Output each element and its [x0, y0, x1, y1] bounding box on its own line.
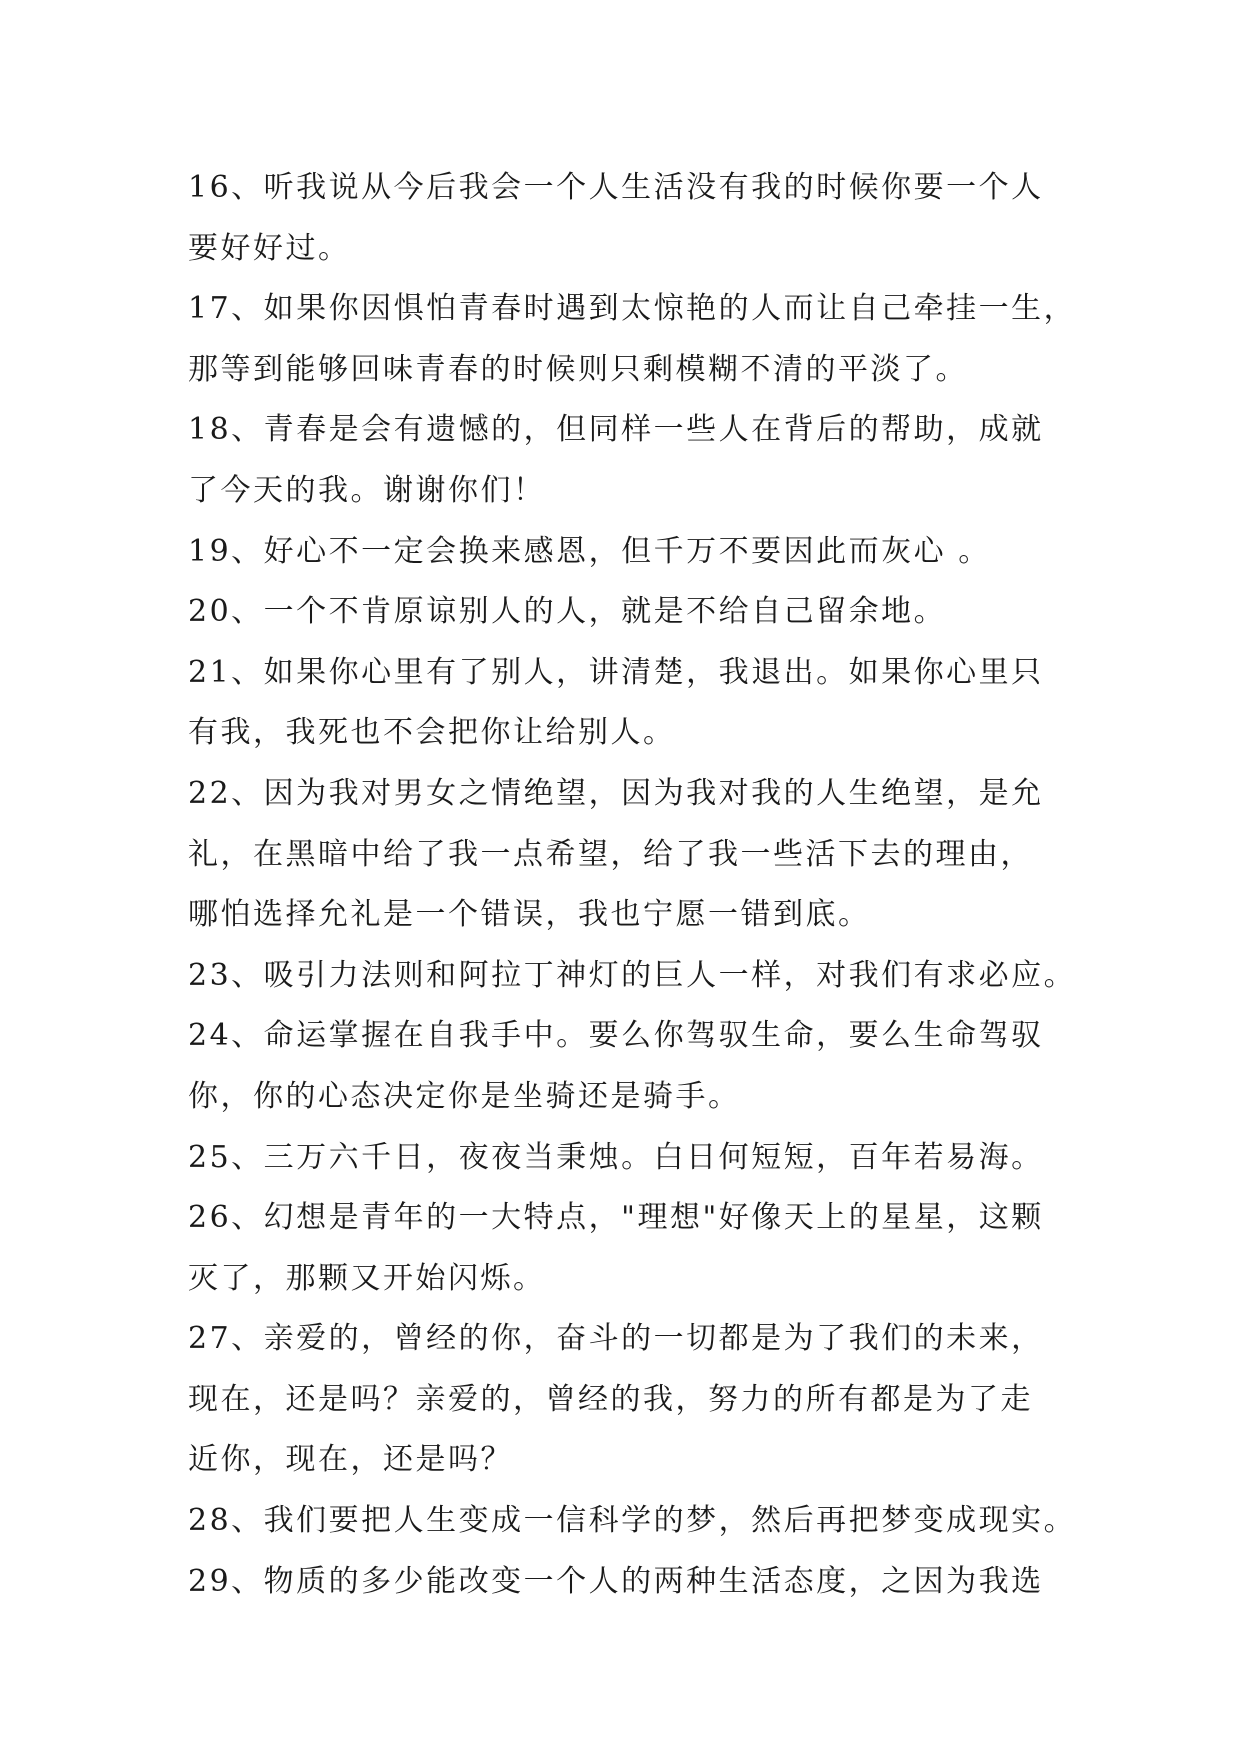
body-text	[188, 158, 1088, 1612]
text-line: 有我，我死也不会把你让给别人。	[188, 715, 676, 751]
text-line: 20、一个不肯原谅别人的人，就是不给自己留余地。	[188, 594, 947, 630]
text-line: 近你，现在，还是吗？	[188, 1442, 513, 1478]
text-line: 22、因为我对男女之情绝望，因为我对我的人生绝望，是允	[188, 775, 1044, 811]
text-line: 26、幻想是青年的一大特点，"理想"好像天上的星星，这颗	[188, 1200, 1044, 1236]
text-line: 现在，还是吗？亲爱的，曾经的我，努力的所有都是为了走	[188, 1381, 1033, 1417]
text-line: 24、命运掌握在自我手中。要么你驾驭生命，要么生命驾驭	[188, 1018, 1044, 1054]
text-line: 16、听我说从今后我会一个人生活没有我的时候你要一个人	[188, 170, 1044, 205]
text-line: 哪怕选择允礼是一个错误，我也宁愿一错到底。	[188, 897, 871, 933]
text-line: 27、亲爱的，曾经的你，奋斗的一切都是为了我们的未来，	[188, 1321, 1044, 1357]
text-line: 你，你的心态决定你是坐骑还是骑手。	[188, 1078, 741, 1114]
text-line: 21、如果你心里有了别人，讲清楚，我退出。如果你心里只	[188, 654, 1044, 690]
text-line: 28、我们要把人生变成一信科学的梦，然后再把梦变成现实。	[188, 1503, 1077, 1539]
text-line: 礼，在黑暗中给了我一点希望，给了我一些活下去的理由，	[188, 836, 1033, 872]
text-line: 了今天的我。谢谢你们！	[188, 472, 546, 508]
text-line: 17、如果你因惧怕青春时遇到太惊艳的人而让自己牵挂一生，	[188, 291, 1077, 327]
text-line: 灭了，那颗又开始闪烁。	[188, 1260, 546, 1296]
text-line: 29、物质的多少能改变一个人的两种生活态度，之因为我选	[188, 1563, 1044, 1599]
text-line: 18、青春是会有遗憾的，但同样一些人在背后的帮助，成就	[188, 412, 1044, 448]
text-line: 23、吸引力法则和阿拉丁神灯的巨人一样，对我们有求必应。	[188, 957, 1077, 993]
text-line: 那等到能够回味青春的时候则只剩模糊不清的平淡了。	[188, 351, 968, 387]
text-line: 25、三万六千日，夜夜当秉烛。白日何短短，百年若易海。	[188, 1139, 1044, 1175]
text-line: 19、好心不一定会换来感恩，但千万不要因此而灰心 。	[188, 533, 991, 569]
text-line: 要好好过。	[188, 230, 351, 266]
